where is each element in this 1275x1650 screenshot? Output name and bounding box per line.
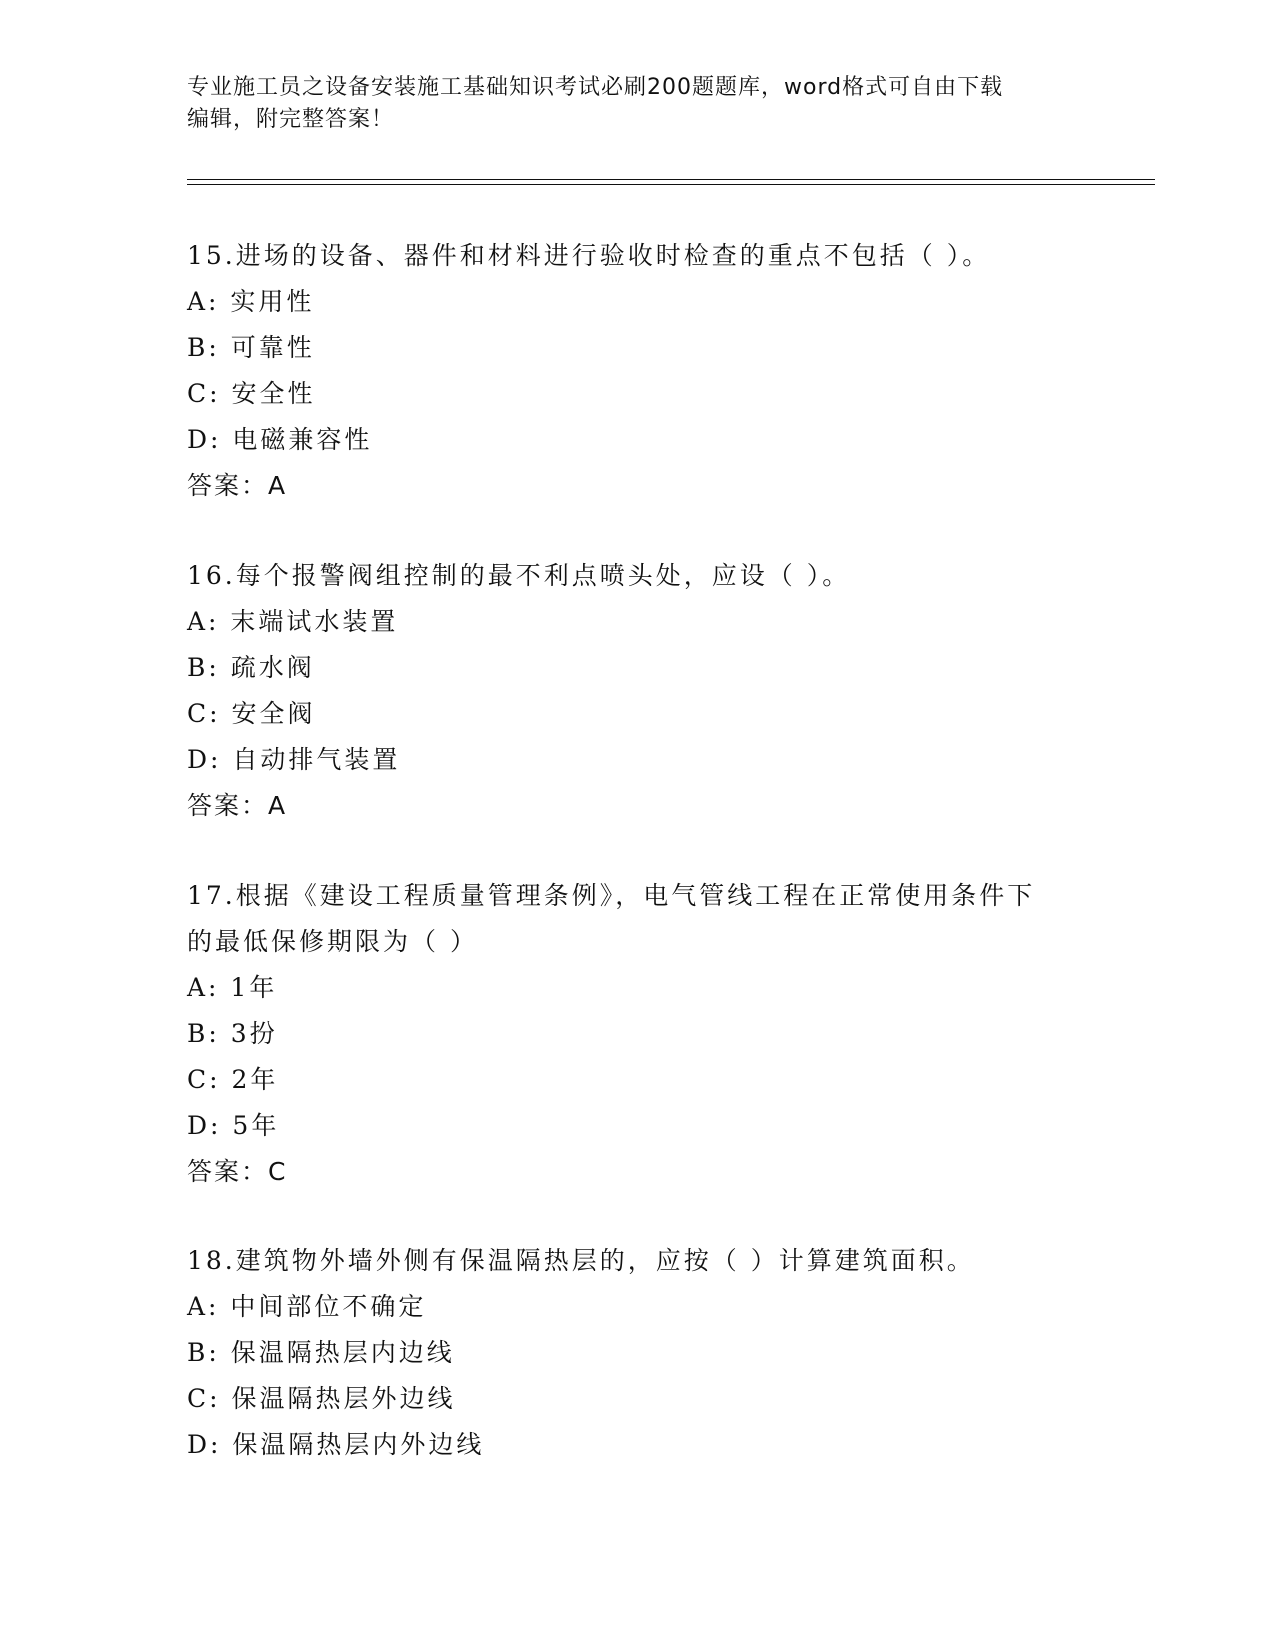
question-stem-line-2: 的最低保修期限为（ ） xyxy=(187,927,478,956)
option-c: C: 安全阀 xyxy=(187,699,316,728)
question-16 xyxy=(187,553,1087,829)
question-stem: 16.每个报警阀组控制的最不利点喷头处，应设（ ）。 xyxy=(187,561,851,590)
option-c: C: 保温隔热层外边线 xyxy=(187,1384,456,1413)
answer-line: 答案：C xyxy=(187,1157,288,1186)
question-stem-line-1: 17.根据《建设工程质量管理条例》，电气管线工程在正常使用条件下 xyxy=(187,881,1036,910)
option-c: C: 2年 xyxy=(187,1065,279,1094)
header-line-2: 编辑，附完整答案！ xyxy=(187,107,395,132)
header-divider-top xyxy=(187,179,1155,180)
option-d: D: 5年 xyxy=(187,1111,280,1140)
option-a: A: 末端试水装置 xyxy=(187,607,399,636)
option-b: B: 3扮 xyxy=(187,1019,278,1048)
option-a: A: 中间部位不确定 xyxy=(187,1292,427,1321)
option-a: A: 1年 xyxy=(187,973,278,1002)
question-15 xyxy=(187,233,1087,509)
answer-line: 答案：A xyxy=(187,471,288,500)
option-d: D: 电磁兼容性 xyxy=(187,425,373,454)
option-d: D: 保温隔热层内外边线 xyxy=(187,1430,485,1459)
option-b: B: 保温隔热层内边线 xyxy=(187,1338,455,1367)
header-line-1: 专业施工员之设备安装施工基础知识考试必刷200题题库，word格式可自由下载 xyxy=(187,75,1004,100)
option-b: B: 可靠性 xyxy=(187,333,315,362)
question-17 xyxy=(187,873,1087,1195)
document-header xyxy=(187,72,1087,136)
question-stem: 15.进场的设备、器件和材料进行验收时检查的重点不包括（ ）。 xyxy=(187,241,991,270)
option-c: C: 安全性 xyxy=(187,379,316,408)
header-divider-bottom xyxy=(187,184,1155,185)
question-stem: 18.建筑物外墙外侧有保温隔热层的，应按（ ）计算建筑面积。 xyxy=(187,1246,975,1275)
option-d: D: 自动排气装置 xyxy=(187,745,401,774)
question-18 xyxy=(187,1238,1087,1468)
option-a: A: 实用性 xyxy=(187,287,315,316)
option-b: B: 疏水阀 xyxy=(187,653,315,682)
answer-line: 答案：A xyxy=(187,791,288,820)
